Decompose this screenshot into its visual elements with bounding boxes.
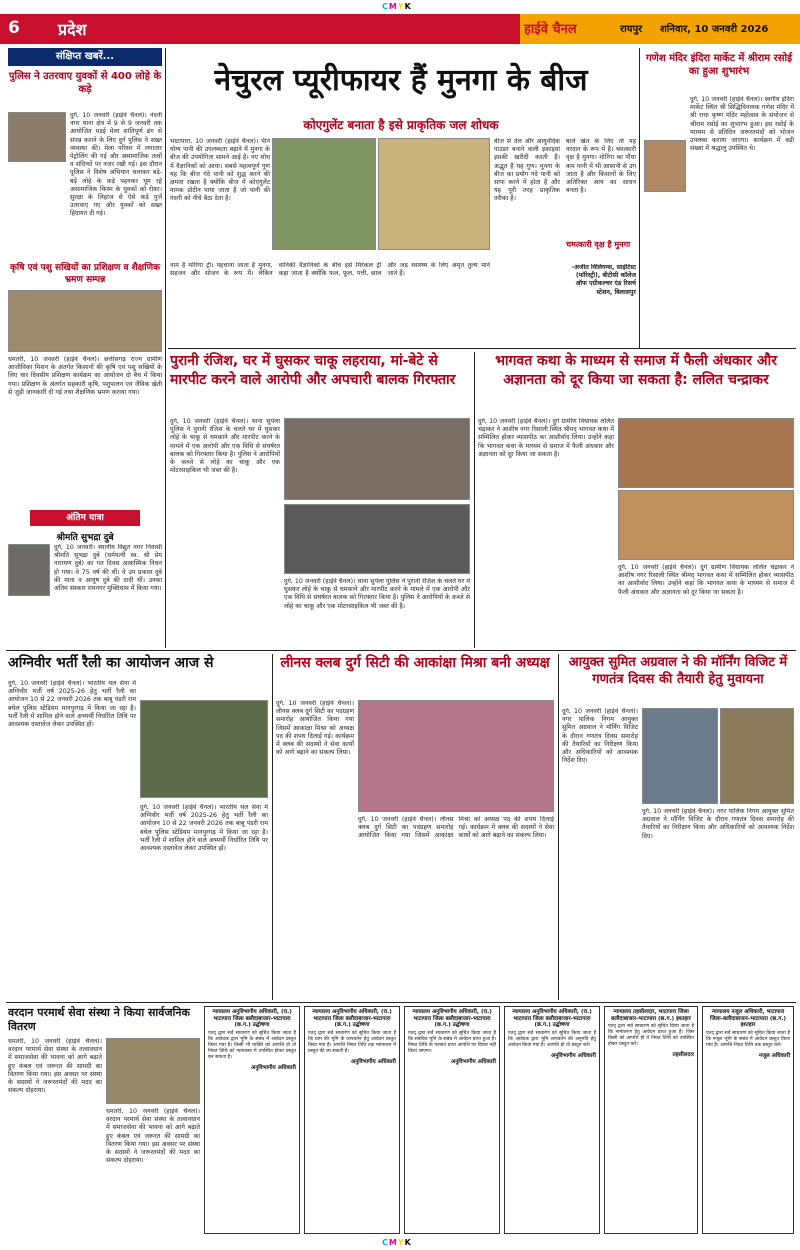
divider	[639, 48, 640, 348]
ranjish-body-cont: दुर्ग, 10 जनवरी (हाईवे चैनल)। थाना सुपेला पुलिस ने पुरानी रंजिश के चलते घर में घुसकर लोहे के चाकू से धमकाने और मारपीट करने के मामले में एक आरोपी और एक विधि से संघर्षरत बालक को गिरफ्तार किया है। पुलिस ने आरोपियों के कब्जे से लोहे का चाकू और एक मोटरसाइकिल भी जब्त की है।	[284, 578, 470, 610]
moringa-photo-1	[272, 138, 376, 250]
vardan-photo	[106, 1038, 200, 1104]
issue-date: शनिवार, 10 जनवरी 2026	[660, 24, 769, 35]
legal-notice: न्यायालय अनुविभागीय अधिकारी, (रा.) भाटापारा जिला बलौदाबाजार-भाटापारा (छ.ग.) उद्घोषणा एतद् द्वारा सर्व साधारण को सूचित किया जाता है कि आवेदक द्वारा भूमि व्यपवर्तन की अनुमति हेतु आवेदन किया गया है। आपत्ति हो तो प्रस्तुत करें। अनुविभागीय अधिकारी	[504, 1006, 600, 1234]
lions-body: दुर्ग, 10 जनवरी (हाईवे चैनल)। लीनस क्लब दुर्ग सिटी का पदग्रहण समारोह आयोजित किया गया जिसमें आकांक्षा मिश्रा को अध्यक्ष पद की शपथ दिलाई गई। कार्यक्रम में क्लब की सदस्यों ने सेवा कार्यों को आगे बढ़ाने का संकल्प लिया।	[276, 700, 354, 757]
moringa-photo-2	[378, 138, 490, 250]
brief2-title: कृषि एवं पशु सखियों का प्रशिक्षण व शैक्षणिक भ्रमण सम्पन्न	[9, 263, 161, 285]
rasoi-body: दुर्ग, 10 जनवरी (हाईवे चैनल)। स्वर्गीय इंदिरा मार्केट स्थित श्री सिद्धिविनायक गणेश मंदिर में श्री राधा कृष्ण मंदिर महोत्सव के संयोजन से श्रीराम रसोई का शुभारंभ हुआ। इस रसोई के माध्यम से प्रतिदिन जरूरतमंदों को भोजन उपलब्ध कराया जाएगा। कार्यक्रम में बड़ी संख्या में श्रद्धालु उपस्थित थे।	[690, 96, 794, 153]
lions-body-cont: दुर्ग, 10 जनवरी (हाईवे चैनल)। लीनस क्लब दुर्ग सिटी का पदग्रहण समारोह आयोजित किया गया जिसमें आकांक्षा मिश्रा को अध्यक्ष पद की शपथ दिलाई गई। कार्यक्रम में क्लब की सदस्यों ने सेवा कार्यों को आगे बढ़ाने का संकल्प लिया।	[358, 816, 554, 840]
divider	[165, 48, 166, 648]
ayukt-body: दुर्ग, 10 जनवरी (हाईवे चैनल)। नगर पालिक निगम आयुक्त सुमित अग्रवाल ने मॉर्निंग विजिट के दौरान गणतंत्र दिवस समारोह की तैयारियों का निरीक्षण किया और अधिकारियों को आवश्यक निर्देश दिए।	[562, 708, 638, 765]
registration-mark-bottom: CMYK	[382, 1238, 412, 1247]
obituary-body: दुर्ग, 10 जनवरी। स्थानीय विद्युत नगर निवासी श्रीमति सुभद्रा दुबे (धर्मपत्नी स्व. श्री प्रेम नारायण दुबे) का गत दिवस आकस्मिक निधन हो गया। वे 75 वर्ष की थीं। वे उप प्रकाश दुबे की माता व आयुष दुबे की दादी थीं। उनका अंतिम संस्कार रामनगर मुक्तिधाम में किया गया।	[54, 544, 162, 593]
lead-byline: -अजीत विलियम्स, साइंटिस्ट (फॉरेस्ट्री), बीटीसी कॉलेज ऑफ एग्रीकल्चर एंड रिसर्च स्टेशन, बिलासपुर	[571, 264, 636, 296]
legal-notice: न्यायालय अनुविभागीय अधिकारी, (रा.) भाटापारा जिला बलौदाबाजार-भाटापारा (छ.ग.) उद्घोषणा एतद् द्वारा सर्व साधारण को सूचित किया जाता है कि आवेदक द्वारा भूमि के संबंध में आवेदन प्रस्तुत किया गया है। किसी भी व्यक्ति को आपत्ति हो तो नियत तिथि को न्यायालय में उपस्थित होकर प्रस्तुत कर सकता है। अनुविभागीय अधिकारी	[204, 1006, 300, 1234]
agniveer-photo	[140, 700, 268, 798]
bhagwat-body: दुर्ग, 10 जनवरी (हाईवे चैनल)। दुर्ग ग्रामीण विधायक ललित चंद्राकर ने आशीष नगर रिसाली स्थित श्रीमद् भागवत कथा में सम्मिलित होकर व्यासपीठ का आशीर्वाद लिया। उन्होंने कहा कि भागवत कथा के माध्यम से समाज में फैली अंधकार और अज्ञानता को दूर किया जा सकता है।	[478, 418, 614, 458]
legal-notice: न्यायालय नजूल अधिकारी, भाटापारा जिला-बलौदाबाजार-भाटापारा (छ.ग.) इश्तहार एतद् द्वारा सर्व साधारण को सूचित किया जाता है कि नजूल भूमि के संबंध में आवेदन प्रस्तुत किया गया है। आपत्ति नियत तिथि तक प्रस्तुत करें। नजूल अधिकारी	[702, 1006, 794, 1234]
page-number: 6	[8, 18, 20, 38]
brief2-photo	[8, 290, 162, 352]
divider	[6, 1002, 796, 1003]
vardan-headline: वरदान परमार्थ सेवा संस्था ने किया सार्वजनिक वितरण	[8, 1006, 190, 1033]
divider	[6, 650, 796, 651]
obituary-heading: अंतिम यात्रा	[30, 510, 140, 526]
vardan-body: धमतरी, 10 जनवरी (हाईवे चैनल)। वरदान परमार्थ सेवा संस्था के तत्वावधान में समाजसेवा की भावना को आगे बढ़ाते हुए कंबल एवं जरूरत की सामग्री का वितरण किया गया। इस अवसर पर संस्था के सदस्यों ने जरूरतमंदों की मदद का संकल्प दोहराया।	[8, 1038, 102, 1095]
agniveer-body: दुर्ग, 10 जनवरी (हाईवे चैनल)। भारतीय थल सेना में अग्निवीर भर्ती वर्ष 2025-26 हेतु भर्ती रैली का आयोजन 10 से 22 जनवरी 2026 तक बाबू पंडरी राम बघेल पुलिस स्टेडियम मानपुरगढ़ में किया जा रहा है। भर्ती रैली में शामिल होने वाले अभ्यर्थी निर्धारित तिथि पर आवश्यक दस्तावेज लेकर उपस्थित हों।	[8, 680, 136, 729]
divider	[168, 348, 796, 349]
bhagwat-headline: भागवत कथा के माध्यम से समाज में फैली अंधकार और अज्ञानता को दूर किया जा सकता है: ललित चन्द्राकर	[495, 353, 777, 388]
rasoi-headline: गणेश मंदिर इंदिरा मार्केट में श्रीराम रसोई का हुआ शुभारंभ	[646, 53, 792, 77]
agniveer-headline: अग्निवीर भर्ती रैली का आयोजन आज से	[8, 655, 214, 671]
divider	[558, 654, 559, 1000]
masthead-block	[520, 14, 800, 44]
bhagwat-photo-1	[618, 418, 794, 488]
section-title: प्रदेश	[58, 20, 87, 39]
vardan-body-cont: धमतरी, 10 जनवरी (हाईवे चैनल)। वरदान परमार्थ सेवा संस्था के तत्वावधान में समाजसेवा की भावना को आगे बढ़ाते हुए कंबल एवं जरूरत की सामग्री का वितरण किया गया। इस अवसर पर संस्था के सदस्यों ने जरूरतमंदों की मदद का संकल्प दोहराया।	[106, 1108, 200, 1165]
brief1-title: पुलिस ने उतरवाए युवकों से 400 लोहे के कड़े	[8, 71, 162, 95]
ranjish-body: दुर्ग, 10 जनवरी (हाईवे चैनल)। थाना सुपेला पुलिस ने पुरानी रंजिश के चलते घर में घुसकर लोहे के चाकू से धमकाने और मारपीट करने के मामले में एक आरोपी और एक विधि से संघर्षरत बालक को गिरफ्तार किया है। पुलिस ने आरोपियों के कब्जे से लोहे का चाकू और एक मोटरसाइकिल भी जब्त की है।	[170, 418, 280, 475]
city-name: रायपुर	[620, 24, 643, 35]
briefs-heading: संक्षिप्त खबरें...	[8, 48, 162, 66]
bhagwat-body-cont: दुर्ग, 10 जनवरी (हाईवे चैनल)। दुर्ग ग्रामीण विधायक ललित चंद्राकर ने आशीष नगर रिसाली स्थित श्रीमद् भागवत कथा में सम्मिलित होकर व्यासपीठ का आशीर्वाद लिया। उन्होंने कहा कि भागवत कथा के माध्यम से समाज में फैली अंधकार और अज्ञानता को दूर किया जा सकता है।	[618, 564, 794, 596]
registration-mark-top: CMYK	[382, 2, 412, 11]
lead-col4: बाले खेत के लिए तो यह वरदान के रूप में है। चमत्कारी वृक्ष है मुनगा। मोरिंगा का पौधा कम पानी में भी आसानी से उग जाता है और किसानों के लिए अतिरिक्त आय का साधन बनता है।	[566, 138, 636, 195]
brief2-body: धमतरी, 10 जनवरी (हाईवे चैनल)। छत्तीसगढ़ राज्य ग्रामीण आजीविका मिशन के अंतर्गत किसानों की कृषि एवं पशु सखियों के लिए चार दिवसीय प्रशिक्षण कार्यक्रम का आयोजन दो बैच में किया गया। प्रशिक्षण के अंतर्गत सहकारी कृषि, पशुपालन एवं जैविक खेती से जुड़ी जानकारी दी गई तथा शैक्षणिक भ्रमण कराया गया।	[8, 356, 162, 396]
masthead-logo: हाईवे चैनल	[524, 22, 577, 37]
ranjish-photo-vehicle	[284, 504, 470, 574]
brief1-body: दुर्ग, 10 जनवरी (हाईवे चैनल)। नंदनी नगर थाना क्षेत्र में 9 से 9 जनवरी तक आयोजित मड़ई मेला शांतिपूर्ण ढंग से संपन्न कराने के लिए दुर्ग पुलिस ने सख्त व्यवस्था की। मेला परिसर में लगातार पेट्रोलिंग की गई और असामाजिक तत्वों व संदिग्धों पर नजर रखी गई। इस दौरान पुलिस ने विशेष अभियान चलाकर बड़े-बड़े लोहे के कड़े पहनकर घूम रहे असामाजिक किस्म के युवकों को रोका। सुरक्षा के लिहाज से ऐसे कड़े पुर्जे उतरवाए गए और युवकों को सख्त हिदायत दी गई।	[70, 112, 162, 218]
bhagwat-photo-2	[618, 490, 794, 560]
legal-notice: न्यायालय तहसीलदार, भाटापारा जिला बलौदाबाजार-भाटापारा (छ.ग.) इश्तहार एतद् द्वारा सर्व साधारण को सूचित किया जाता है कि नामांतरण हेतु आवेदन प्राप्त हुआ है। जिस किसी को आपत्ति हो वे नियत तिथि को उपस्थित होकर प्रस्तुत करें। तहसीलदार	[604, 1006, 698, 1234]
obituary-photo	[8, 544, 50, 596]
ranjish-headline: पुरानी रंजिश, घर में घुसकर चाकू लहराया, मां-बेटे से मारपीट करने वाले आरोपी और अपचारी बालक गिरफ्तार	[170, 353, 456, 388]
divider	[474, 352, 475, 648]
divider	[272, 654, 273, 1000]
legal-notice: न्यायालय अनुविभागीय अधिकारी, (रा.) भाटापारा जिला बलौदाबाजार-भाटापारा (छ.ग.) उद्घोषणा एतद् द्वारा सर्व साधारण को सूचित किया जाता है कि ग्राम की भूमि के व्यपवर्तन हेतु आवेदन प्रस्तुत किया गया है। आपत्ति नियत तिथि तक न्यायालय में प्रस्तुत की जा सकती है। अनुविभागीय अधिकारी	[304, 1006, 400, 1234]
obituary-name: श्रीमति सुभद्रा दुबे	[56, 533, 114, 543]
ranjish-photo-accused	[284, 418, 470, 500]
legal-notice: न्यायालय अनुविभागीय अधिकारी, (रा.) भाटापारा जिला बलौदाबाजार-भाटापारा (छ.ग.) उद्घोषणा एतद् द्वारा सर्व साधारण को सूचित किया जाता है कि संबंधित भूमि के संबंध में आवेदन प्राप्त हुआ है। नियत तिथि के पश्चात प्राप्त आपत्ति पर विचार नहीं किया जाएगा। अनुविभागीय अधिकारी	[404, 1006, 500, 1234]
lead-col2: नाम है मोरिंगा ट्री। पहचाना जाता है मुनगा, सहजन और सोजन के रूप में। लेकिन वानिकी वैज्ञानिकों के बीच इसे मिरेकल ट्री कहा जाता है क्योंकि फल, फूल, पत्ती, छाल और जड़ स्वास्थ्य के लिए अमृत तुल्य माने जाते हैं।	[170, 262, 490, 278]
lead-col1: भाटापारा, 10 जनवरी (हाईवे चैनल)। पीने योग्य पानी की उपलब्धता बढ़ाने में मुनगा के बीज की उपयोगिता सामने आई है। नए शोध में वैज्ञानिकों को आया। सबसे महत्वपूर्ण गुण यह कि बीज गंदे पानी को शुद्ध करने की क्षमता रखता है क्योंकि बीज में कोएगुलेंट नामक प्रोटीन पाया जाता है जो पानी की गंदगी को नीचे बैठा देता है।	[170, 138, 270, 203]
ayukt-body-cont: दुर्ग, 10 जनवरी (हाईवे चैनल)। नगर पालिक निगम आयुक्त सुमित अग्रवाल ने मॉर्निंग विजिट के दौरान गणतंत्र दिवस समारोह की तैयारियों का निरीक्षण किया और अधिकारियों को आवश्यक निर्देश दिए।	[642, 808, 794, 840]
lions-headline: लीनस क्लब दुर्ग सिटी की आकांक्षा मिश्रा बनी अध्यक्ष	[280, 655, 550, 671]
lead-subheading: चमत्कारी वृक्ष है मुनगा	[566, 240, 631, 249]
ayukt-headline: आयुक्त सुमित अग्रवाल ने की मॉर्निंग विजिट में गणतंत्र दिवस की तैयारी हेतु मुवायना	[568, 655, 788, 687]
ayukt-photo-2	[720, 708, 794, 804]
agniveer-body-cont: दुर्ग, 10 जनवरी (हाईवे चैनल)। भारतीय थल सेना में अग्निवीर भर्ती वर्ष 2025-26 हेतु भर्ती रैली का आयोजन 10 से 22 जनवरी 2026 तक बाबू पंडरी राम बघेल पुलिस स्टेडियम मानपुरगढ़ में किया जा रहा है। भर्ती रैली में शामिल होने वाले अभ्यर्थी निर्धारित तिथि पर आवश्यक दस्तावेज लेकर उपस्थित हों।	[140, 804, 268, 853]
lead-subheadline: कोएगुलेंट बनाता है इसे प्राकृतिक जल शोधक	[303, 118, 499, 132]
lions-photo	[358, 700, 554, 812]
ayukt-photo-1	[642, 708, 718, 804]
lead-headline: नेचुरल प्यूरीफायर हैं मुनगा के बीज	[214, 63, 588, 98]
page-header	[0, 14, 800, 44]
lead-col3: बीज से तेल और आयुर्वेदिक पाउडर बनाने वाली इकाइयां इसकी खरीदी करती हैं। अद्भुत है यह गुण। मुनगा के बीज का प्रयोग गंदे पानी को साफ करने में होता है और यह पूरी तरह प्राकृतिक तरीका है।	[494, 138, 560, 203]
